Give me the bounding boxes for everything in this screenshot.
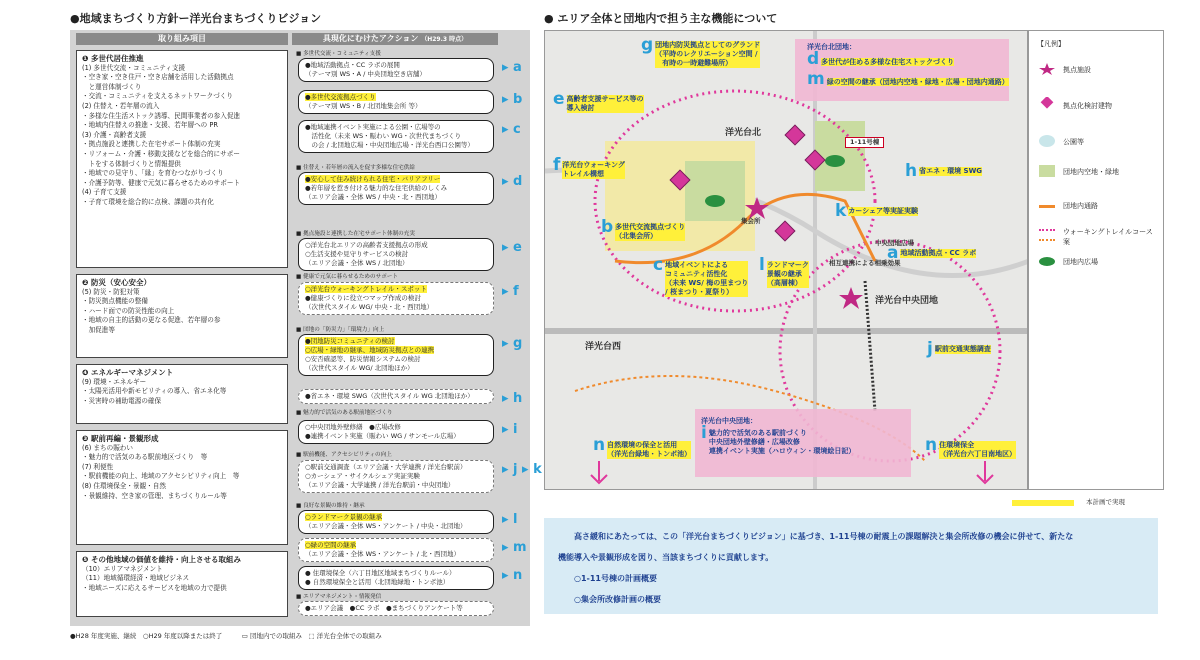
action-text: ●地域活動拠点・CC ラボの展開 [305,61,400,69]
section-line: ・駅前機能の向上、地域のアクセシビリティ向上 等 [82,472,240,481]
action-letter: ▸ d [502,174,523,189]
action-text: （エリア会議・大学連携 / 洋光台駅前・中央団地） [305,481,455,489]
action-line [305,569,487,578]
map-place: 洋光台北 [725,128,762,138]
action-line [305,132,487,141]
map-label-line: （洋光台緑地・トンボ池） [607,450,692,458]
map-letter: b [601,217,614,237]
action-box [298,420,494,444]
action-text: ○広場・緑地の継承、地域防災拠点との連携 [305,346,435,354]
action-text: ● 住環境保全（六丁目地区地域まちづくりルール） [305,569,456,577]
col1-header: 取り組み項目 [76,33,288,45]
section-line: ・防災拠点機能の整備 [82,297,148,306]
action-line [305,294,487,303]
action-line [305,522,487,531]
map-label-line: 駅前交通実態調査 [934,345,991,353]
section-line: ・地域の自主的活動の更なる促進、若年層の参 [82,316,221,325]
action-box [298,238,494,271]
action-line [305,123,487,132]
action-box [298,460,494,493]
map-label-k [835,201,919,221]
action-text: ○中央団地外壁修繕 ●広場改修 [305,423,401,431]
left-title: ●地域まちづくり方針ー洋光台まちづくりビジョン [70,12,322,25]
action-letter: ▸ l [502,512,518,527]
map-place: 洋光台中央団地 [875,296,939,306]
map-label-l [759,255,809,288]
map-label-text [935,345,991,354]
action-text: ●連携イベント実施（賑わい WG / サンモール広場） [305,432,460,440]
map-footnote: 本計画で実現 [1086,498,1125,506]
section-3 [76,364,288,424]
map-letter: f [553,155,561,175]
action-line [305,184,487,193]
action-line [305,175,487,184]
legend-item: 拠点化検討建物 [1063,102,1112,110]
map-letter: e [553,89,565,109]
map-label-line: 地域イベントによる [665,261,729,269]
action-line [305,259,487,268]
central-line: 中央団地外壁修繕・広場改修 [708,438,800,446]
section-line: ・介護予防等、健康で元気に暮らせるためのサポート [82,178,241,187]
action-line [305,355,487,364]
map-label-text [665,261,748,297]
central-line: 魅力的で活気のある駅前づくり [708,429,807,437]
action-line [305,432,487,441]
greenspace-icon [1039,165,1055,177]
action-text: ○洋光台北エリアの高齢者支援拠点の形成 [305,241,428,249]
action-box [298,389,494,404]
action-line [305,241,487,250]
section-5 [76,551,288,617]
col2-date: （H29.3 時点） [421,36,468,43]
action-text: （エリア会議・全体 WS / 中央・北・西団地） [305,193,441,201]
trail-icon [1039,229,1055,241]
action-line [305,303,487,312]
action-text: （次世代スタイル WG/ 中央・北・西団地） [305,303,434,311]
map-letter: n [593,435,606,455]
map-letter: c [653,255,664,275]
action-line [305,346,487,355]
section-line: (2) 住替え・若年層の流入 [82,101,160,110]
action-text: （次世代スタイル WG/ 北団地ほか） [305,364,414,372]
map-label-text [939,441,1016,459]
section-line: (1) 多世代交流・コミュニティ支援 [82,63,186,72]
map-label-text [607,441,691,459]
right-title: ● エリア全体と団地内で担う主な機能について [544,12,778,25]
action-text: ○ランドマーク景観の継承 [305,513,383,521]
map-place: 相互連携による相乗効果 [829,259,901,267]
map-letter: a [887,243,899,263]
legend-item: 団地内広場 [1063,258,1098,266]
section-line: トをする体制づくりと情報提供 [82,159,181,168]
section-line: ・リフォーム・介護・移動支援などを総合的にサポー [82,149,240,158]
bottom-line: 機能導入や景観形成を図り、当該まちづくりに貢献します。 [558,553,774,562]
map-label-text [567,95,644,113]
section-title: ❶ 多世代居住推進 [82,54,144,63]
footnote-swatch [1012,500,1074,506]
map-legend [1028,30,1164,490]
map-letter: g [641,35,654,55]
action-line [305,285,487,294]
map-letter: n [925,435,938,455]
action-line [305,550,487,559]
map-label-line: 高齢者支援サービス等の [566,95,644,103]
map-label-c [653,255,749,297]
map-label-line: 自然環境の保全と活用 [607,441,678,449]
category-label: ■ 多世代交流・コミュニティ支援 [296,51,381,57]
action-box [298,566,494,590]
action-text: ●省エネ・環境 SWG（次世代スタイル WG 北団地ほか） [305,392,474,400]
park-icon [1039,135,1055,147]
diamond-icon [1039,97,1055,109]
central-letter: i [701,423,707,443]
section-line: (7) 利便性 [82,462,114,471]
action-line [305,604,487,613]
col2-header-label: 具現化にむけたアクション [322,34,419,43]
map-label-f [553,155,625,179]
map-label-text [767,261,809,288]
path-icon [1039,205,1055,208]
map-label-n [593,435,692,459]
legend-item: 公園等 [1063,138,1084,146]
bottom-note [544,518,1158,614]
action-line [305,423,487,432]
action-text: （エリア会議・全体 WS・アンケート / 中央・北団地） [305,522,467,530]
action-letter: ▸ h [502,391,523,406]
action-line [305,250,487,259]
action-text: ○駅前交通調査（エリア会議・大学連携 / 洋光台駅前） [305,463,467,471]
section-line: (4) 子育て支援 [82,188,127,197]
section-line: (3) 介護・高齢者支援 [82,130,147,139]
map-label-e [553,89,644,113]
section-line: ・多様な住生活ストック誘導、民間事業者の参入促進 [82,111,241,120]
action-box [298,510,494,534]
map-label-text [655,41,760,68]
map-label-text [900,249,976,258]
north-d-text: 多世代が住める多様な住宅ストックづくり [821,58,954,66]
central-title: 洋光台中央団地： [701,417,757,425]
bottom-line: ○1-11号棟の計画概要 [558,574,657,583]
action-text: （エリア会議・全体 WS・アンケート / 北・西団地） [305,550,461,558]
central-line: 連携イベント実施（ハロウィン・環境絵日記） [708,447,856,455]
map-label-line: （未来 WS/ 梅の里まつり [665,279,749,287]
section-1 [76,50,288,268]
action-box [298,120,494,153]
plaza-icon [1039,257,1055,266]
section-line: 加促進等 [82,325,115,334]
central-body [701,423,856,456]
action-text: ○安否確認等、防災情報システムの検討 [305,355,421,363]
section-2 [76,274,288,358]
action-box [298,334,494,376]
action-box [298,172,494,205]
action-text: ●エリア会議 ●CC ラボ ●まちづくりアンケート等 [305,604,463,612]
action-text: （テーマ別 WS・B / 北団地集会所 等） [305,102,422,110]
map-label-line: 団地内防災拠点としてのグランド [655,41,761,49]
action-text: 活性化（未来 WS・賑わい WG・次世代まちづくり [305,132,462,140]
action-text: （テーマ別 WS・A / 中央団地空き店舗） [305,70,426,78]
action-line [305,93,487,102]
category-label: ■ 健康で元気に暮らせるためのサポート [296,274,398,280]
bottom-line: 高さ緩和にあたっては、この「洋光台まちづくりビジョン」に基づき、1-11号棟の耐震上の課題解決と集会所改修の機会に併せて、新たな [558,532,1074,541]
action-line [305,141,487,150]
section-line: ・太陽光活用や新モビリティの導入、省エネ化等 [82,387,227,396]
action-line [305,513,487,522]
action-line [305,70,487,79]
category-label: ■ 駅前機能、アクセシビリティの向上 [296,452,392,458]
map-label-line: 景観の継承 [766,270,802,278]
action-text: ●健康づくりに役立つマップ作成の検討 [305,294,421,302]
section-line: ・空き家・空き住戸・空き店舗を活用した活動拠点 [82,73,234,82]
action-letter: ▸ c [502,122,521,137]
map-label-line: 洋光台ウォーキング [562,161,625,169]
action-letter: ▸ g [502,336,523,351]
star-icon [1039,63,1055,75]
section-line: ・ハード面での防災性能の向上 [82,306,175,315]
action-line [305,61,487,70]
action-text: ●安心して住み続けられる住宅・バリアフリー [305,175,441,183]
map-label-line: 省エネ・環境 SWG [919,167,983,175]
north-title: 洋光台北団地： [807,43,856,51]
section-line: ・魅力的で活気のある駅前地区づくり 等 [82,453,208,462]
map-label-h [905,161,983,181]
action-text: ●多世代交流拠点づくり [305,93,376,101]
map-letter: h [905,161,918,181]
area-map [544,30,1028,490]
section-line: ・災害時の補助電源の確保 [82,396,162,405]
action-line [305,193,487,202]
action-text: の会 / 北団地広場・中央団地広場・洋光台西口公園等） [305,141,474,149]
category-label: ■ 団地の「防災力」「環境力」向上 [296,327,385,333]
section-line: と運営体制づくり [82,82,142,91]
section-line: (9) 環境・エネルギー [82,377,147,386]
action-box [298,538,494,562]
section-line: ・拠点施設と連携した在宅サポート体制の充実 [82,140,221,149]
north-m: m緑の空間の継承（団地内空地・緑地・広場・団地内通路） [807,69,1009,89]
map-label-line: （高層棟） [766,279,802,287]
map-label-text [615,223,685,241]
legend-item: 団地内空地・緑地 [1063,168,1119,176]
category-label: ■ 魅力的で活気のある駅前地区づくり [296,410,393,416]
action-box [298,601,494,616]
action-line [305,481,487,490]
action-text: ●地域連携イベント実施による公園・広場等の [305,123,441,131]
map-label-line: 有時の一時避難場所） [655,59,733,67]
map-label-text [919,167,982,176]
map-label-line: カーシェア等実証実験 [848,207,919,215]
legend-note: ●H28 年度実施、継続 ○H29 年度以降または終了 ▭ 団地内での取組み ⬚ 洋光台全体での取組み [70,632,382,640]
map-label-line: / 桜まつり・夏祭り） [665,288,734,296]
action-text: ●若年層を惹き付ける魅力的な住宅供給のしくみ [305,184,448,192]
action-text: （エリア会議・全体 WS / 北団地） [305,259,409,267]
map-label-line: コミュニティ活性化 [665,270,728,278]
map-letter: j [927,339,933,359]
category-label: ■ 住替え・若年層の流入を促す多様な住宅供給 [296,165,415,171]
action-letter: ▸ n [502,568,523,583]
section-line: ・交流・コミュニティを支えるネットワークづくり [82,92,233,101]
north-m-text: 緑の空間の継承（団地内空地・緑地・広場・団地内通路） [826,78,1009,86]
action-line [305,364,487,373]
category-label: ■ 良好な景観の維持・継承 [296,503,365,509]
action-letter: ▸ i [502,422,518,437]
section-line: （11）地域循環経済・地域ビジネス [82,574,190,583]
map-label-j [927,339,991,359]
map-place: 洋光台西 [585,342,622,352]
section-line: ・景観維持、空き家の管理、まちづくりルール等 [82,491,227,500]
legend-item: 団地内通路 [1063,202,1098,210]
action-text: ○緑の空間の継承 [305,541,357,549]
action-letter: ▸ f [502,284,519,299]
map-place: 中央団地広場 [875,239,914,247]
col2-header [292,33,498,45]
bottom-line: ○集会所改修計画の概要 [558,595,661,604]
action-letter: ▸ m [502,540,527,555]
section-line: ・地域での見守り、「縁」を育むつながりづくり [82,169,224,178]
action-text: ○カーシェア・サイクルシェア実証実験 [305,472,420,480]
map-place: 集会所 [741,217,761,225]
action-letter: ▸ b [502,92,523,107]
map-label-text [562,161,625,179]
action-line [305,541,487,550]
map-label-line: 導入検討 [566,104,595,112]
map-label-line: トレイル構想 [562,170,605,178]
section-line: （10）エリアマネジメント [82,564,163,573]
action-box [298,58,494,82]
map-label-b [601,217,686,241]
category-label: ■ 拠点施設と連携した在宅サポート体制の充実 [296,231,415,237]
map-letter: l [759,255,765,275]
map-label-line: （平時のレクリエーション空間 / [655,50,758,58]
action-box [298,90,494,114]
map-label-line: ランドマーク [766,261,809,269]
map-label-line: 住環境保全 [939,441,975,449]
map-label-text [848,207,918,216]
action-letter: ▸ e [502,240,522,255]
action-text: ●団地防災コミュニティの検討 [305,337,395,345]
map-label-n [925,435,1017,459]
section-title: ❹ エネルギーマネジメント [82,368,174,377]
section-4 [76,430,288,545]
map-label-line: 地域活動拠点・CC ラボ [900,249,977,257]
action-box [298,282,494,315]
section-line: (6) まちの賑わい [82,443,133,452]
section-line: ・子育て環境を総合的に点検、課題の共有化 [82,197,214,206]
map-label-line: （洋光台六丁目南地区） [939,450,1017,458]
category-label: ■ エリアマネジメント・情報発信 [296,594,382,600]
section-line: (5) 防災・防犯対策 [82,287,140,296]
action-line [305,392,487,401]
section-title: ❺ その他地域の価値を維持・向上させる取組み [82,555,241,564]
action-line [305,578,487,587]
map-label-line: 多世代交流拠点づくり [615,223,686,231]
map-place: 1-11号棟 [845,137,884,148]
section-line: ・地域内住替えの推進・支援、若年層への PR [82,121,218,130]
action-line [305,102,487,111]
section-title: ❸ 駅前再編・景観形成 [82,434,159,443]
north-d: d多世代が住める多様な住宅ストックづくり [807,49,954,69]
action-text: ● 自然環境保全と活用（北団地緑地・トンボ池） [305,578,450,586]
legend-item: 拠点施設 [1063,66,1091,74]
section-line: (8) 住環境保全・景観・自然 [82,481,166,490]
map-letter: k [835,201,847,221]
action-letter: ▸ a [502,60,522,75]
action-line [305,472,487,481]
map-label-line: （北集会所） [615,232,658,240]
action-line [305,337,487,346]
action-text: ○生活支援や見守りサービスの検討 [305,250,409,258]
legend-title: 【凡例】 [1037,40,1065,48]
section-title: ❷ 防災（安心安全） [82,278,151,287]
action-text: ○洋光台ウォーキングトレイル・スポット [305,285,427,293]
action-line [305,463,487,472]
action-letter: ▸ j ▸ k [502,462,542,477]
legend-item: ウォーキングトレイルコース案 [1063,228,1153,246]
map-label-g [641,35,761,68]
section-line: ・地域ニーズに応えるサービスを地域の力で提供 [82,583,227,592]
